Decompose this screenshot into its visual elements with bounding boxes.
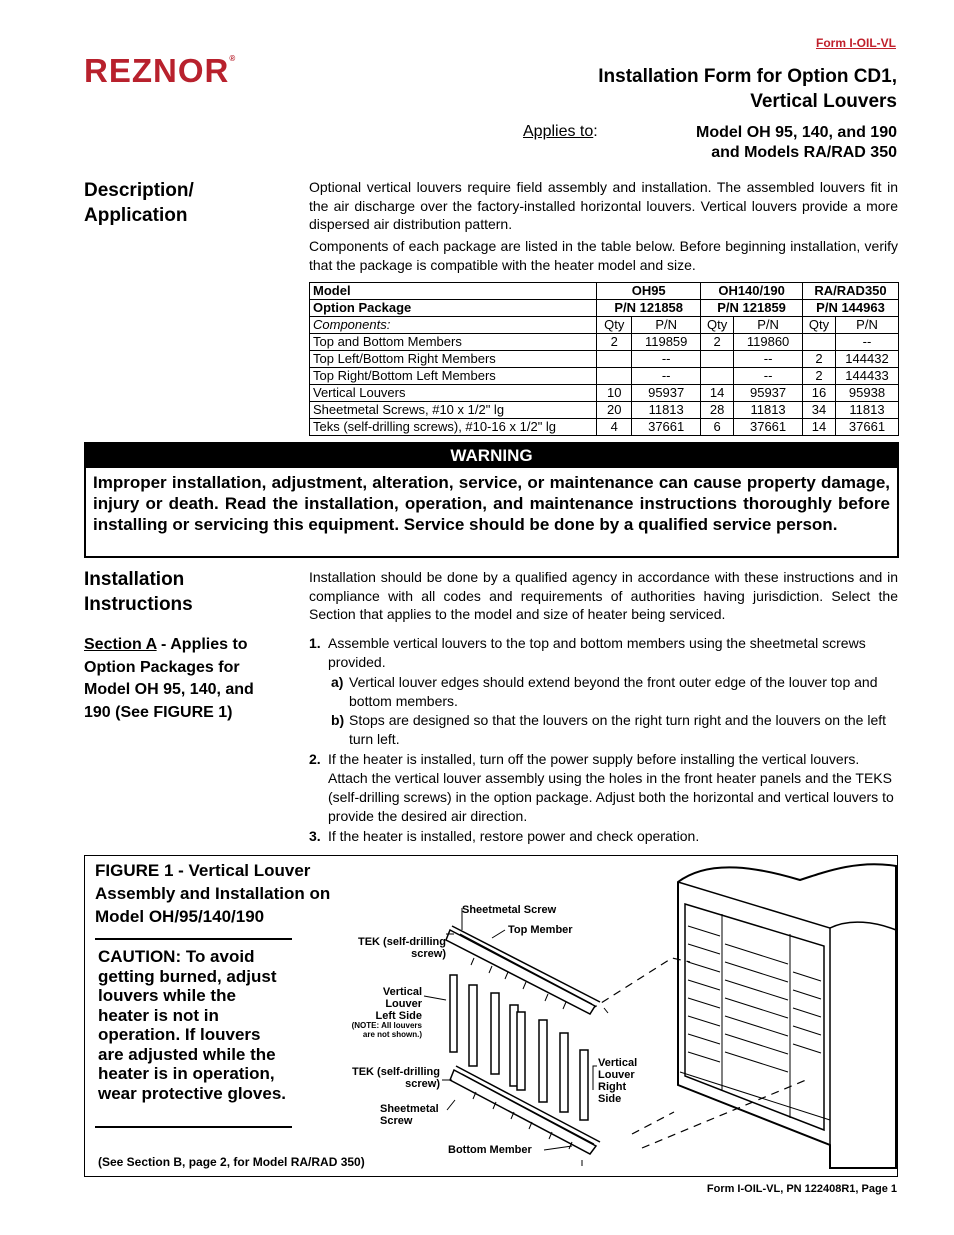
label-line: Louver (385, 998, 422, 1010)
label-line: Left Side (375, 1010, 422, 1022)
row-name: Teks (self-drilling screws), #10-16 x 1/2" lg (310, 419, 597, 436)
step-text: If the heater is installed, turn off the power supply before installing the vertical louvers. Attach the vertical louver assembly using the holes in the front heater panels and the TEKS (self-drilling screws) in the option package. Adjust both the horizontal and vertical louvers to provide the desired air direction. (328, 751, 894, 824)
label-line: screw) (405, 1078, 440, 1090)
warning-text: Improper installation, adjustment, alteration, service, or maintenance can cause property damage, injury or death. Read the installation, operation, and maintenance instructions thoroughly before installing or servicing this equipment. Service should be done by a qualified service person. (93, 473, 890, 534)
model-ra-rad350: RA/RAD350 (803, 283, 899, 300)
figure-title: FIGURE 1 - Vertical Louver Assembly and Installation on Model OH/95/140/190 (95, 861, 331, 926)
qty-header: Qty (701, 317, 734, 334)
substep-text: Vertical louver edges should extend beyond the front outer edge of the louver top and bottom members. (349, 674, 878, 709)
cell: 10 (597, 385, 632, 402)
substep-text: Stops are designed so that the louvers on the right turn right and the louvers on the left turn left. (349, 712, 887, 747)
package-oh95: P/N 121858 (597, 300, 701, 317)
cell: 6 (701, 419, 734, 436)
installation-heading-line-2: Instructions (84, 594, 193, 615)
pn-header: P/N (734, 317, 803, 334)
package-label: Option Package (310, 300, 597, 317)
title-line-1: Installation Form for Option CD1, (598, 66, 897, 87)
label-vertical-louver-right (598, 1057, 637, 1105)
cell: 119859 (632, 334, 701, 351)
row-name: Sheetmetal Screws, #10 x 1/2" lg (310, 402, 597, 419)
package-ra-rad350: P/N 144963 (803, 300, 899, 317)
label-line: (NOTE: All louvers (351, 1021, 422, 1030)
qty-header: Qty (803, 317, 836, 334)
pn-header: P/N (632, 317, 701, 334)
cell: 37661 (632, 419, 701, 436)
step-text: If the heater is installed, restore power and check operation. (328, 828, 700, 844)
model-oh140-190: OH140/190 (701, 283, 803, 300)
cell: 14 (701, 385, 734, 402)
cell: 16 (803, 385, 836, 402)
substep-letter: b) (331, 712, 345, 728)
cell: 95938 (836, 385, 899, 402)
cell: 144432 (836, 351, 899, 368)
cell: 2 (803, 368, 836, 385)
cell: -- (734, 351, 803, 368)
cell: -- (632, 368, 701, 385)
model-label: Model (310, 283, 597, 300)
applies-to-colon: : (593, 123, 598, 140)
label-line: Screw (380, 1115, 413, 1127)
applies-line-2: and Models RA/RAD 350 (711, 144, 897, 161)
cell: 11813 (734, 402, 803, 419)
label-line: Sheetmetal (380, 1103, 439, 1115)
package-oh140-190: P/N 121859 (701, 300, 803, 317)
label-line: Vertical (382, 986, 422, 998)
cell: 37661 (836, 419, 899, 436)
qty-header: Qty (597, 317, 632, 334)
figure-note: (See Section B, page 2, for Model RA/RAD 350) (98, 1155, 365, 1169)
cell: -- (632, 351, 701, 368)
applies-to-text: Applies to (523, 123, 594, 140)
installation-intro: Installation should be done by a qualified agency in accordance with these instructions and in compliance with all codes and requirements of authorities having jurisdiction. Select the Section that applies to the model and size of heater being serviced. (309, 569, 898, 622)
label-line: TEK (self-drilling (352, 1066, 440, 1078)
description-paragraph-2: Components of each package are listed in the table below. Before beginning installation, verify that the package is compatible with the heater model and size. (309, 238, 898, 273)
caution-box: CAUTION: To avoid getting burned, adjust louvers while the heater is not in operation. If louvers are adjusted while the heater is in operation, wear protective gloves. (95, 938, 292, 1128)
cell: 95937 (632, 385, 701, 402)
row-name: Vertical Louvers (310, 385, 597, 402)
registered-mark: ® (229, 54, 237, 63)
cell: 95937 (734, 385, 803, 402)
cell: 34 (803, 402, 836, 419)
heater-cabinet (678, 864, 896, 1168)
label-vertical-louver-left (352, 986, 422, 1022)
cell: 14 (803, 419, 836, 436)
cell: 2 (597, 334, 632, 351)
step-number: 1. (309, 635, 321, 651)
description-paragraph-1: Optional vertical louvers require field assembly and installation. The assembled louvers fit in the air discharge over the factory-installed horizontal louvers. Vertical louvers provide a more dispersed air distribution pattern. (309, 179, 898, 232)
cell: 119860 (734, 334, 803, 351)
cell: -- (734, 368, 803, 385)
label-top-member: Top Member (508, 924, 573, 936)
label-line: Vertical (598, 1057, 638, 1069)
step-text: Assemble vertical louvers to the top and bottom members using the sheetmetal screws provided. (328, 635, 866, 670)
step-number: 3. (309, 828, 321, 844)
section-a-description: - Applies to Option Packages for Model OH 95, 140, and 190 (See FIGURE 1) (84, 636, 254, 721)
label-sheetmetal-screw-top: Sheetmetal Screw (462, 904, 557, 916)
label-line: Right (598, 1081, 627, 1093)
label-sheetmetal-screw-bottom (380, 1103, 439, 1127)
cell: -- (836, 334, 899, 351)
label-line: TEK (self-drilling (358, 936, 446, 948)
row-name: Top Left/Bottom Right Members (310, 351, 597, 368)
page-footer: Form I-OIL-VL, PN 122408R1, Page 1 (706, 1183, 897, 1195)
cell: 11813 (632, 402, 701, 419)
substep-letter: a) (331, 674, 344, 690)
label-tek-bottom (336, 1066, 440, 1090)
step-number: 2. (309, 751, 321, 767)
model-oh95: OH95 (597, 283, 701, 300)
label-line: screw) (411, 948, 446, 960)
brand-name: REZNOR (84, 52, 230, 89)
cell: 20 (597, 402, 632, 419)
description-heading-line-2: Application (84, 205, 188, 226)
row-name: Top Right/Bottom Left Members (310, 368, 597, 385)
cell: 4 (597, 419, 632, 436)
row-name: Top and Bottom Members (310, 334, 597, 351)
label-line: Louver (598, 1069, 635, 1081)
section-a-label: Section A (84, 636, 157, 653)
cell: 2 (803, 351, 836, 368)
cell: 37661 (734, 419, 803, 436)
applies-line-1: Model OH 95, 140, and 190 (696, 124, 897, 141)
title-line-2: Vertical Louvers (750, 91, 897, 112)
warning-title: WARNING (86, 444, 897, 468)
label-line: Side (598, 1093, 622, 1105)
label-line: are not shown.) (362, 1030, 422, 1039)
cell: 11813 (836, 402, 899, 419)
cell: 2 (701, 334, 734, 351)
label-bottom-member: Bottom Member (448, 1144, 532, 1156)
description-heading-line-1: Description/ (84, 180, 194, 201)
pn-header: P/N (836, 317, 899, 334)
components-label: Components: (310, 317, 597, 334)
label-note-louvers (330, 1021, 422, 1039)
cell: 28 (701, 402, 734, 419)
cell: 144433 (836, 368, 899, 385)
label-tek-top (346, 936, 446, 960)
form-id: Form I-OIL-VL (816, 36, 896, 50)
installation-heading-line-1: Installation (84, 569, 185, 590)
